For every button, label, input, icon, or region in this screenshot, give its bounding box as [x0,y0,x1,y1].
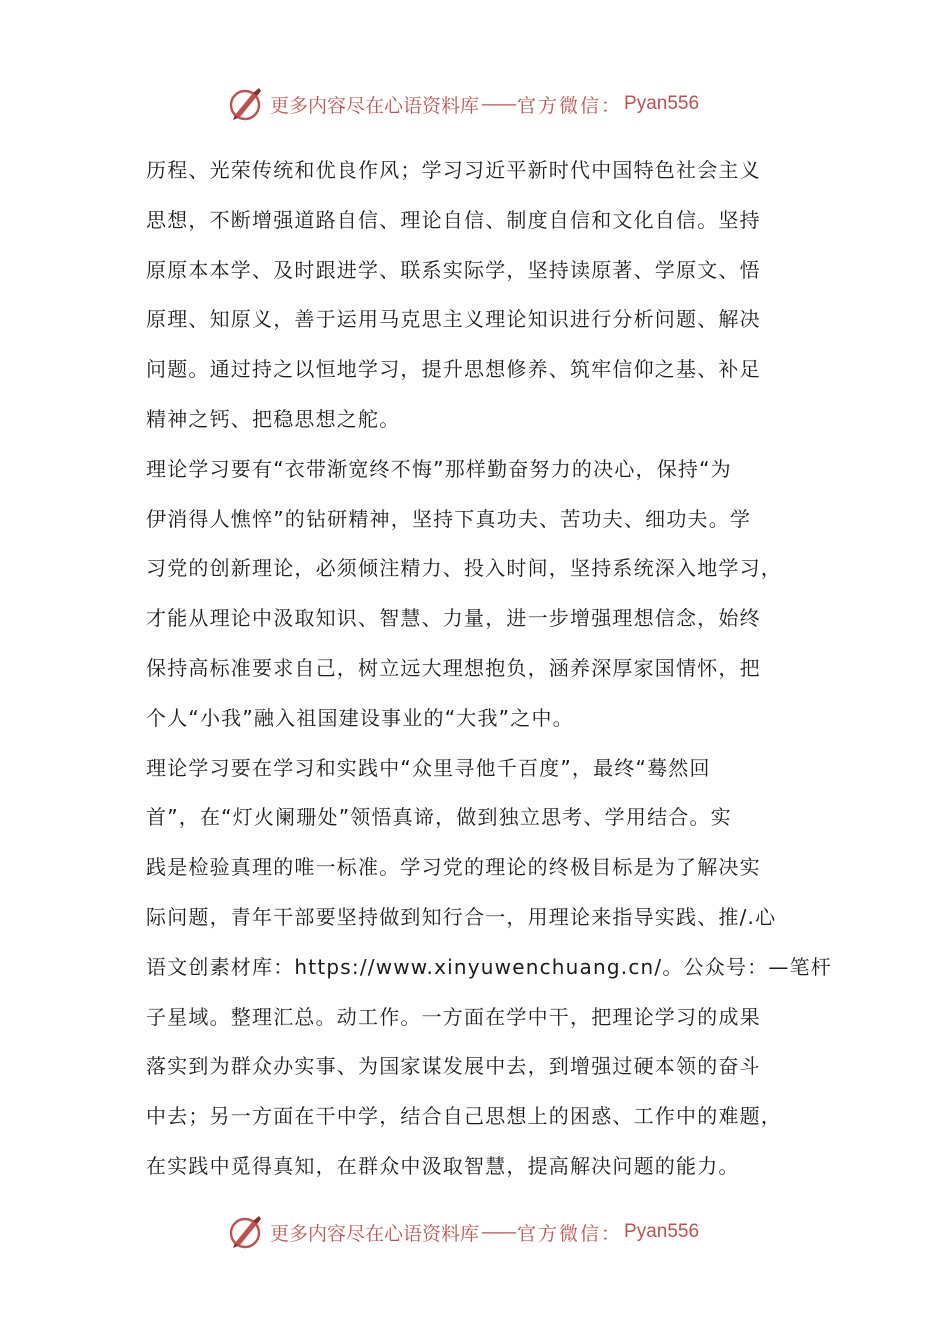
text-line: 首”，在“灯火阑珊处”领悟真谛，做到独立思考、学用结合。实 [146,805,732,830]
banner-wechat-id: Pyan556 [624,1221,700,1242]
text-line: 伊消得人憔悴”的钻研精神，坚持下真功夫、苦功夫、细功夫。学 [146,506,752,531]
banner-dash: —— [481,93,516,115]
paragraph [146,445,808,744]
footer-banner-text [270,1219,699,1246]
banner-label: 官方微信： [517,1222,623,1245]
text-line: 精神之钙、把稳思想之舵。 [146,406,401,431]
header-banner [226,82,746,126]
banner-wechat-id: Pyan556 [624,93,700,114]
paragraph [146,744,832,1192]
text-line: 历程、光荣传统和优良作风；学习习近平新时代中国特色社会主义 [146,158,761,182]
paragraph [146,146,808,445]
text-line: 子星域。整理汇总。动工作。一方面在学中干，把理论学习的成果 [146,1004,761,1029]
text-line: 思想，不断增强道路自信、理论自信、制度自信和文化自信。坚持 [146,207,761,232]
text-line: 理论学习要有“衣带渐宽终不悔”那样勤奋努力的决心，保持“为 [146,456,732,481]
text-line: 践是检验真理的唯一标准。学习党的理论的终极目标是为了解决实 [146,855,761,880]
text-line: 原理、知原义，善于运用马克思主义理论知识进行分析问题、解决 [146,307,761,332]
text-line: 中去；另一方面在干中学，结合自己思想上的困惑、工作中的难题， [146,1104,782,1129]
pen-nib-circle-icon [226,1213,264,1251]
header-banner-text [270,91,699,118]
text-line: 才能从理论中汲取知识、智慧、力量，进一步增强理想信念，始终 [146,606,761,631]
text-line: 落实到为群众办实事、为国家谋发展中去，到增强过硬本领的奋斗 [146,1054,761,1079]
footer-banner [226,1210,746,1254]
text-line: 习党的创新理论，必须倾注精力、投入时间，坚持系统深入地学习， [146,556,782,581]
banner-dash: —— [481,1221,516,1243]
document-body [146,146,832,1192]
text-line: 问题。通过持之以恒地学习，提升思想修养、筑牢信仰之基、补足 [146,357,761,382]
text-line: 保持高标准要求自己，树立远大理想抱负，涵养深厚家国情怀，把 [146,655,761,680]
banner-label: 官方微信： [517,94,623,117]
text-line: 语文创素材库：https://www.xinyuwenchuang.cn/。公众号：—笔杆 [146,954,832,979]
text-line: 个人“小我”融入祖国建设事业的“大我”之中。 [146,705,574,730]
text-line: 际问题，青年干部要坚持做到知行合一，用理论来指导实践、推/.心 [146,904,777,929]
text-line: 原原本本学、及时跟进学、联系实际学，坚持读原著、学原文、悟 [146,257,761,282]
text-line: 理论学习要在学习和实践中“众里寻他千百度”，最终“蓦然回 [146,755,711,780]
text-line: 在实践中觅得真知，在群众中汲取智慧，提高解决问题的能力。 [146,1153,740,1178]
pen-nib-circle-icon [226,85,264,123]
banner-main-text: 更多内容尽在心语资料库 [270,94,480,117]
banner-main-text: 更多内容尽在心语资料库 [270,1222,480,1245]
